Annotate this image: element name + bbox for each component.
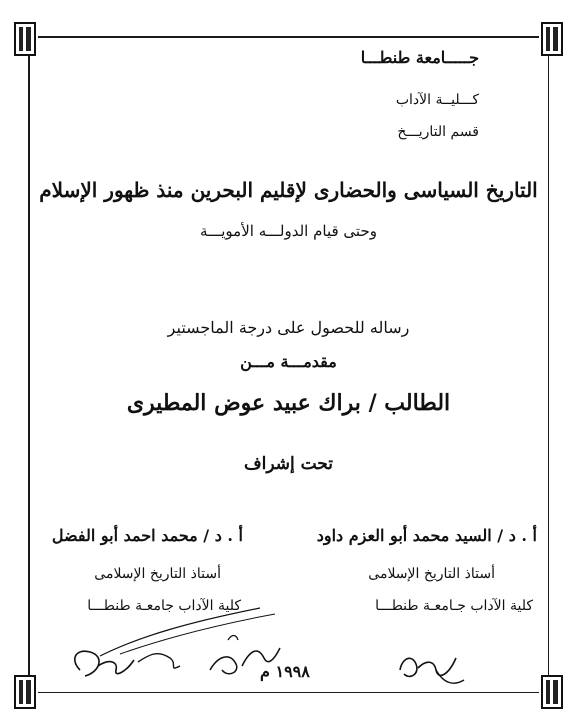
thesis-title: التاريخ السياسى والحضارى لإقليم البحرين منذ ظهور الإسلام [39, 178, 538, 202]
corner-ornament-bottom-left [14, 675, 36, 709]
faculty-name: كـــليــة الآداب [395, 92, 479, 108]
supervisor-2-name: أ . د / محمد احمد أبو الفضل [51, 526, 243, 545]
supervision-heading: تحت إشراف [243, 454, 333, 474]
student-name: الطالب / براك عبيد عوض المطيرى [126, 390, 451, 416]
frame-top-line [38, 36, 539, 38]
supervisor-2-faculty: كلية الآداب جامعـة طنطـــا [87, 598, 241, 614]
corner-ornament-bottom-right [541, 675, 563, 709]
supervisor-1-name: أ . د / السيد محمد أبو العزم داود [316, 526, 537, 545]
university-name: جـــــامعة طنطـــا [360, 48, 479, 67]
thesis-subtitle: وحتى قيام الدولـــه الأمويـــة [200, 222, 377, 240]
corner-ornament-top-right [541, 22, 563, 56]
year-label: ١٩٩٨ م [260, 662, 310, 681]
supervisor-1-faculty: كلية الآداب جـامعـة طنطـــا [375, 598, 533, 614]
supervisor-2-signature [60, 600, 290, 690]
presented-by-label: مقدمـــة مـــن [240, 352, 337, 371]
corner-ornament-top-left [14, 22, 36, 56]
supervisor-1-title: أستاذ التاريخ الإسلامى [368, 566, 495, 582]
thesis-purpose: رساله للحصول على درجة الماجستير [167, 318, 410, 337]
frame-bottom-line [38, 692, 539, 694]
supervisor-1-signature [390, 640, 470, 690]
supervisor-2-title: أستاذ التاريخ الإسلامى [94, 566, 221, 582]
department-name: قسم التاريـــخ [397, 124, 479, 140]
